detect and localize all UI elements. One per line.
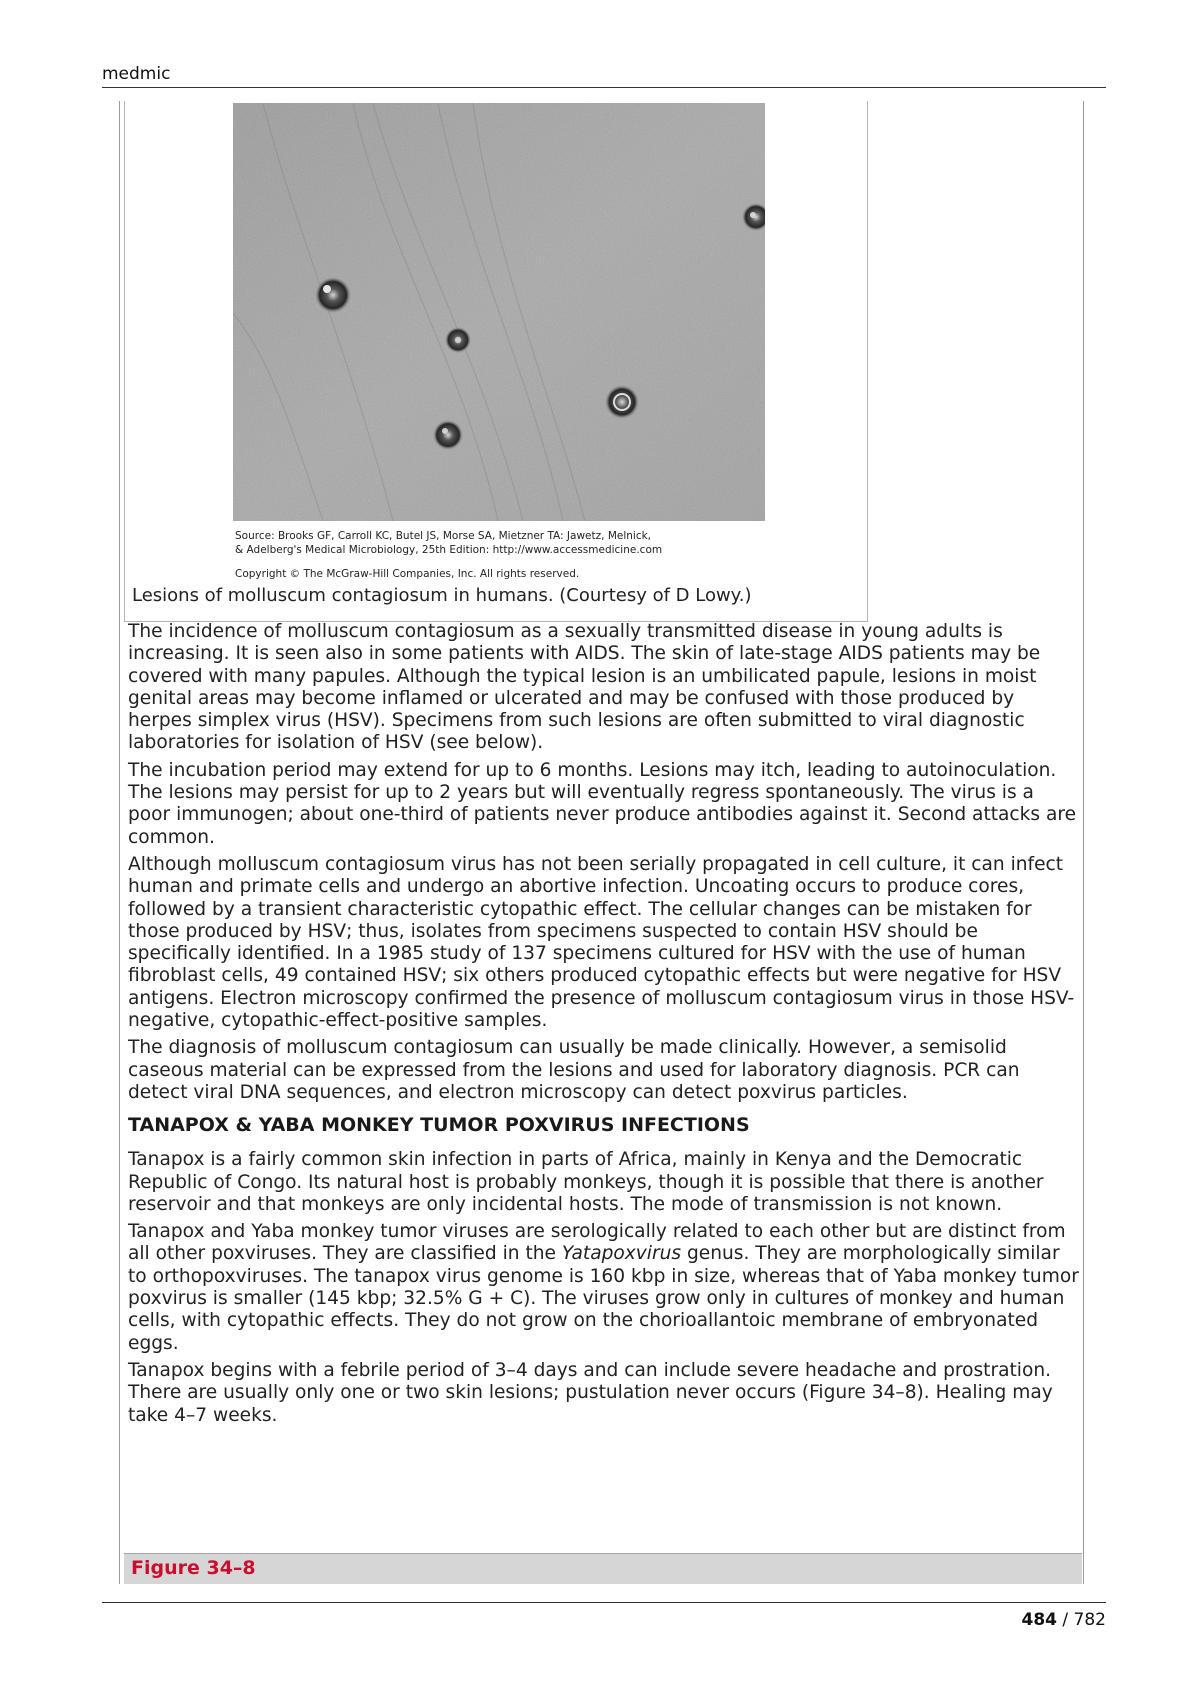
paragraph-yatapoxvirus-part1: Tanapox and Yaba monkey tumor viruses are serologically related to each other but are distinct from all other poxviruses. They are classified in the (128, 1221, 1066, 1265)
paragraph-tanapox-course: Tanapox begins with a febrile period of 3–4 days and can include severe headache and prostration. There are usually only one or two skin lesions; pustulation never occurs (Figure 34–8). Healing may take 4–7 weeks. (128, 1359, 1053, 1426)
figure-source-credit (235, 529, 775, 581)
document-header-title: medmic (102, 64, 171, 84)
paragraph-diagnosis: The diagnosis of molluscum contagiosum can usually be made clinically. However, a semisolid caseous material can be expressed from the lesions and used for laboratory diagnosis. PCR can detect viral DNA sequences, and electron microscopy can detect poxvirus particles. (128, 1037, 1020, 1103)
header-divider (102, 87, 1106, 88)
page-total: 782 (1073, 1610, 1106, 1630)
paragraph-tanapox-intro: Tanapox is a fairly common skin infection in parts of Africa, mainly in Kenya and the Democratic Republic of Congo. Its natural host is probably monkeys, though it is possible that there is another reservoir and that monkeys are only incidental hosts. The mode of transmission is not known. (128, 1149, 1044, 1215)
paragraph-cell-culture: Although molluscum contagiosum virus has not been serially propagated in cell culture, it can infect human and primate cells and undergo an abortive infection. Uncoating occurs to produce cores, followed by a transient characteristic cytopathic effect. The cellular changes can be mistaken for those produced by HSV; thus, isolates from specimens suspected to contain HSV should be specifically identified. In a 1985 study of 137 specimens cultured for HSV with the use of human fibroblast cells, 49 contained HSV; six others produced cytopathic effects but were negative for HSV antigens. Electron microscopy confirmed the presence of molluscum contagiosum virus in those HSV-negative, cytopathic-effect-positive samples. (128, 853, 1075, 1032)
section-heading-tanapox: TANAPOX & YABA MONKEY TUMOR POXVIRUS INFECTIONS (128, 1114, 750, 1137)
figure-34-8-label: Figure 34–8 (131, 1557, 256, 1579)
article-body (128, 621, 1080, 1432)
figure-34-8-header (124, 1553, 1082, 1584)
source-line-2: & Adelberg's Medical Microbiology, 25th Edition: http://www.accessmedicine.com (235, 544, 663, 556)
source-line-1: Source: Brooks GF, Carroll KC, Butel JS, Morse SA, Mietzner TA: Jawetz, Melnick, (235, 530, 652, 542)
figure-caption: Lesions of molluscum contagiosum in humans. (Courtesy of D Lowy.) (132, 585, 752, 606)
footer-divider (102, 1602, 1106, 1603)
copyright-line: Copyright © The McGraw-Hill Companies, Inc. All rights reserved. (235, 568, 580, 580)
page-current: 484 (1021, 1610, 1057, 1630)
paragraph-incidence: The incidence of molluscum contagiosum as a sexually transmitted disease in young adults is increasing. It is seen also in some patients with AIDS. The skin of late-stage AIDS patients may be covered with many papules. Although the typical lesion is an umbilicated papule, lesions in moist genital areas may become inflamed or ulcerated and may be confused with those produced by herpes simplex virus (HSV). Specimens from such lesions are often submitted to viral diagnostic laboratories for isolation of HSV (see below). (128, 621, 1041, 754)
genus-name: Yatapoxvirus (561, 1243, 682, 1265)
page-number (1022, 1610, 1107, 1630)
page-separator: / (1057, 1610, 1074, 1630)
molluscum-lesions-micrograph (233, 103, 765, 521)
paragraph-incubation: The incubation period may extend for up to 6 months. Lesions may itch, leading to autoinoculation. The lesions may persist for up to 2 years but will eventually regress spontaneously. The virus is a poor immunogen; about one-third of patients never produce antibodies against it. Second attacks are common. (128, 759, 1077, 848)
paragraph-yatapoxvirus (128, 1221, 1080, 1355)
paragraph-yatapoxvirus-part2: genus. They are morphologically similar to orthopoxviruses. The tanapox virus genome is 160 kbp in size, whereas that of Yaba monkey tumor poxvirus is smaller (145 kbp; 32.5% G + C). The viruses grow only in cultures of monkey and human cells, with cytopathic effects. They do not grow on the chorioallantoic membrane of embryonated eggs. (128, 1243, 1079, 1354)
figure-34-7-box (124, 101, 868, 622)
